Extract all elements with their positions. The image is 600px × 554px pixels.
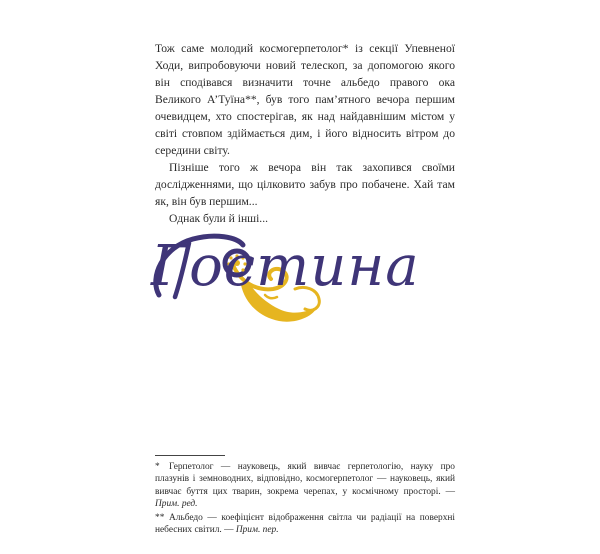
footnote-divider (155, 455, 225, 456)
footnote-text: Герпетолог — науковець, який вивчає герпетологію, науку про плазунів і земноводних, відповідно, космогерпетолог — науковець, який вивчає буття цих тварин, зокрема черепах, у космічному просторі. — (155, 462, 455, 497)
footnote-source: Прим. ред. (155, 499, 198, 510)
footnotes (155, 461, 455, 537)
footnote-source: Прим. пер. (235, 525, 279, 536)
main-text (155, 40, 455, 227)
footnote-text: Альбедо — коефіцієнт відображення світла чи радіації на поверхні небесних світил. — (155, 512, 455, 536)
footnote-2 (155, 512, 455, 537)
paragraph-2: Пізніше того ж вечора він так захопився своїми дослідженнями, що цілковито забув про побачене. Хай там як, він був першим... (155, 161, 455, 208)
paragraph-1: Тож саме молодий космогерпетолог* із секції Упевненої Ходи, випробовуючи новий телескоп, за допомогою якого він сподівався визначити точне альбедо правого ока Великого А’Туїна**, був того пам’ятного вечора першим очевидцем, хто спостерігав, як над найдавнішим містом у світі стовпом здіймається дим, і його відносить вітром до середини світу. (155, 42, 455, 157)
footnote-mark: * (155, 462, 160, 472)
footnote-mark: ** (155, 512, 165, 523)
paragraph-3: Однак були й інші... (169, 212, 269, 225)
footnote-1 (155, 461, 455, 511)
watermark-text: Гостина (151, 234, 420, 299)
watermark-logo (145, 225, 455, 325)
